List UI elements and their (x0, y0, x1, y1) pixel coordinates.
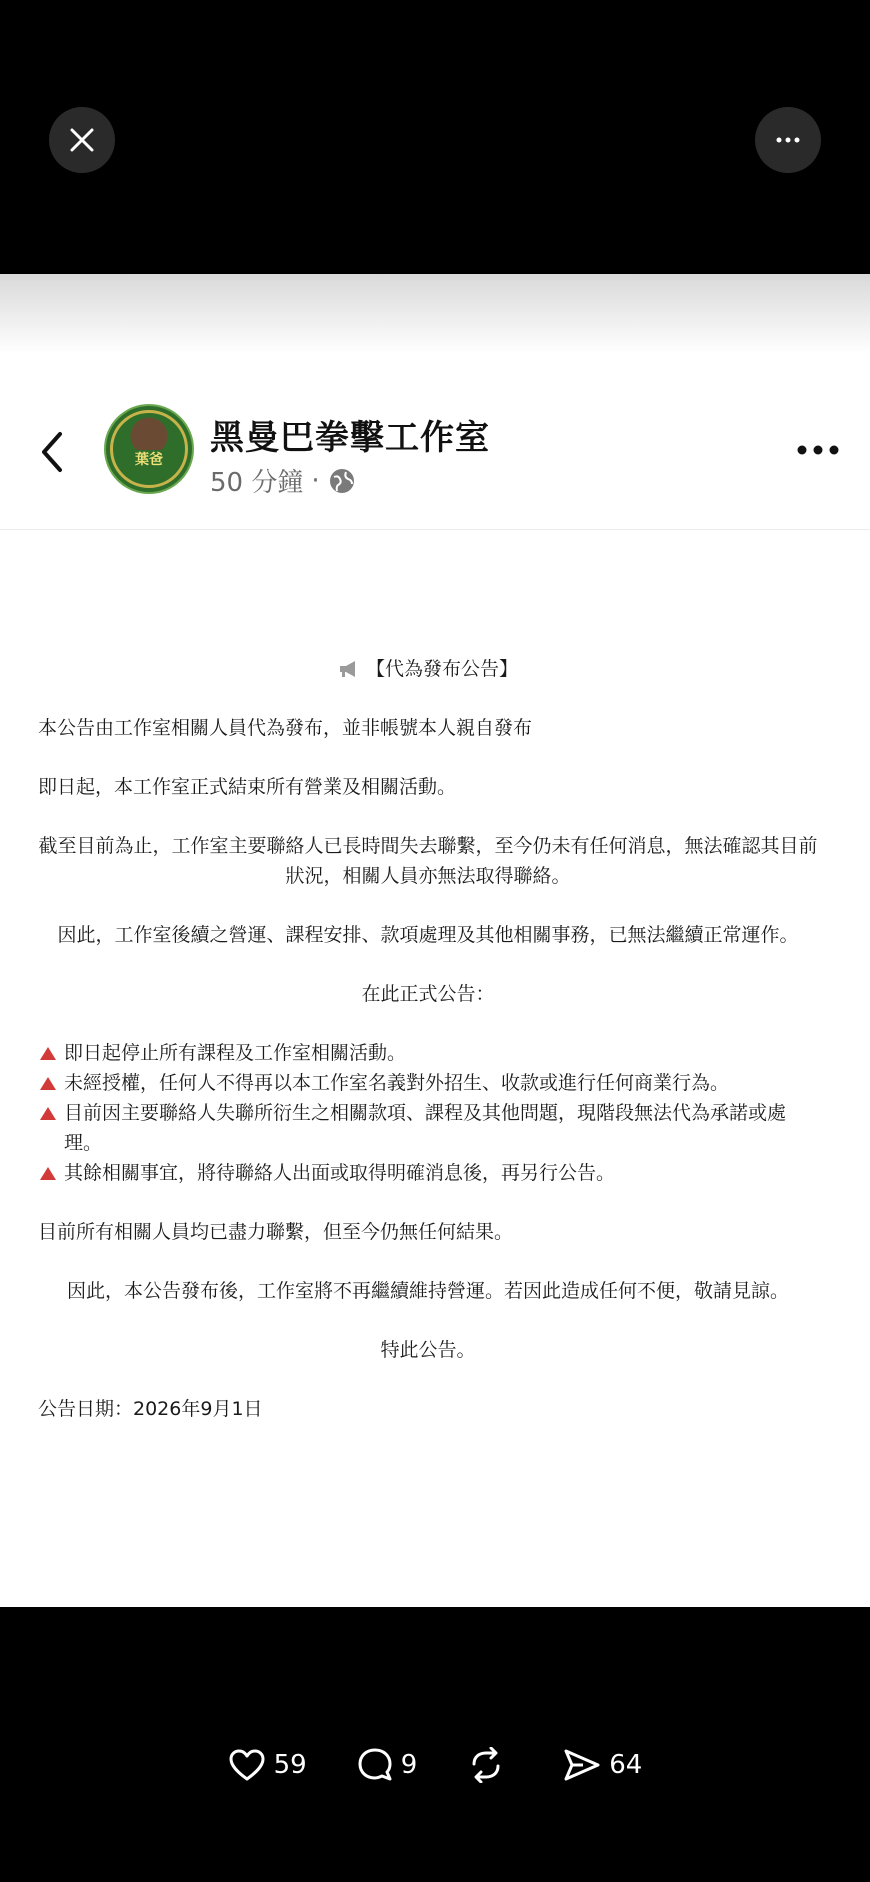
close-icon (69, 127, 95, 153)
like-count: 59 (273, 1750, 307, 1780)
chevron-left-icon (36, 430, 68, 474)
post-time: 50 分鐘 (210, 468, 304, 498)
notice-text (38, 654, 818, 1424)
notice-line: 目前所有相關人員均已盡力聯繫，但至今仍無任何結果。 (38, 1221, 514, 1243)
notice-paragraph: 因此，本公告發布後，工作室將不再繼續維持營運。若因此造成任何不便，敬請見諒。 (66, 1280, 789, 1302)
repost-button[interactable] (467, 1747, 513, 1783)
bullet-text: 未經授權，任何人不得再以本工作室名義對外招生、收款或進行任何商業行為。 (64, 1072, 730, 1094)
more-horizontal-icon (796, 440, 840, 460)
share-count: 64 (609, 1750, 643, 1780)
repost-icon (467, 1747, 505, 1783)
heart-icon (228, 1748, 266, 1782)
like-button[interactable] (228, 1748, 307, 1782)
notice-paragraph: 因此，工作室後續之營運、課程安排、款項處理及其他相關事務，已無法繼續正常運作。 (57, 924, 799, 946)
image-top-shade (0, 274, 870, 354)
warning-triangle-icon (40, 1107, 56, 1120)
bullet-text: 即日起停止所有課程及工作室相關活動。 (64, 1042, 407, 1064)
comment-icon (357, 1747, 393, 1783)
warning-triangle-icon (40, 1167, 56, 1180)
notice-date: 公告日期：2026年9月1日 (38, 1398, 263, 1420)
bullet-item (38, 1068, 818, 1098)
avatar-ring (110, 410, 188, 488)
notice-closing: 特此公告。 (380, 1339, 476, 1361)
action-bar (0, 1740, 870, 1790)
post-header (0, 384, 870, 530)
comment-button[interactable] (357, 1747, 418, 1783)
warning-triangle-icon (40, 1077, 56, 1090)
page-name: 黑曼巴拳擊工作室 (210, 418, 490, 458)
avatar (104, 404, 194, 494)
share-button[interactable] (563, 1748, 642, 1782)
post-meta (210, 462, 356, 499)
notice-line: 即日起，本工作室正式結束所有營業及相關活動。 (38, 776, 457, 798)
bullet-item (38, 1158, 818, 1188)
globe-icon (328, 467, 356, 495)
notice-headline (38, 654, 818, 684)
more-options-button[interactable] (755, 107, 821, 173)
notice-paragraph: 截至目前為止，工作室主要聯絡人已長時間失去聯繫，至今仍未有任何消息，無法確認其目前狀況，相關人員亦無法取得聯絡。 (38, 835, 818, 887)
post-screenshot-image (0, 274, 870, 1607)
comment-count: 9 (400, 1750, 418, 1780)
announce-heading: 在此正式公告： (361, 983, 495, 1005)
more-horizontal-icon (776, 137, 800, 143)
avatar-badge-text: 葉爸 (120, 450, 178, 470)
warning-triangle-icon (40, 1047, 56, 1060)
bullet-text: 其餘相關事宜，將待聯絡人出面或取得明確消息後，再另行公告。 (64, 1162, 616, 1184)
bullet-item (38, 1038, 818, 1068)
close-button[interactable] (49, 107, 115, 173)
bullet-item (38, 1098, 818, 1158)
headline-text: 【代為發布公告】 (365, 658, 518, 680)
meta-separator: · (311, 465, 320, 496)
send-icon (563, 1748, 601, 1782)
bullet-text: 目前因主要聯絡人失聯所衍生之相關款項、課程及其他問題，現階段無法代為承諾或處理。 (64, 1102, 787, 1154)
megaphone-icon (338, 660, 360, 678)
notice-line: 本公告由工作室相關人員代為發布，並非帳號本人親自發布 (38, 717, 533, 739)
